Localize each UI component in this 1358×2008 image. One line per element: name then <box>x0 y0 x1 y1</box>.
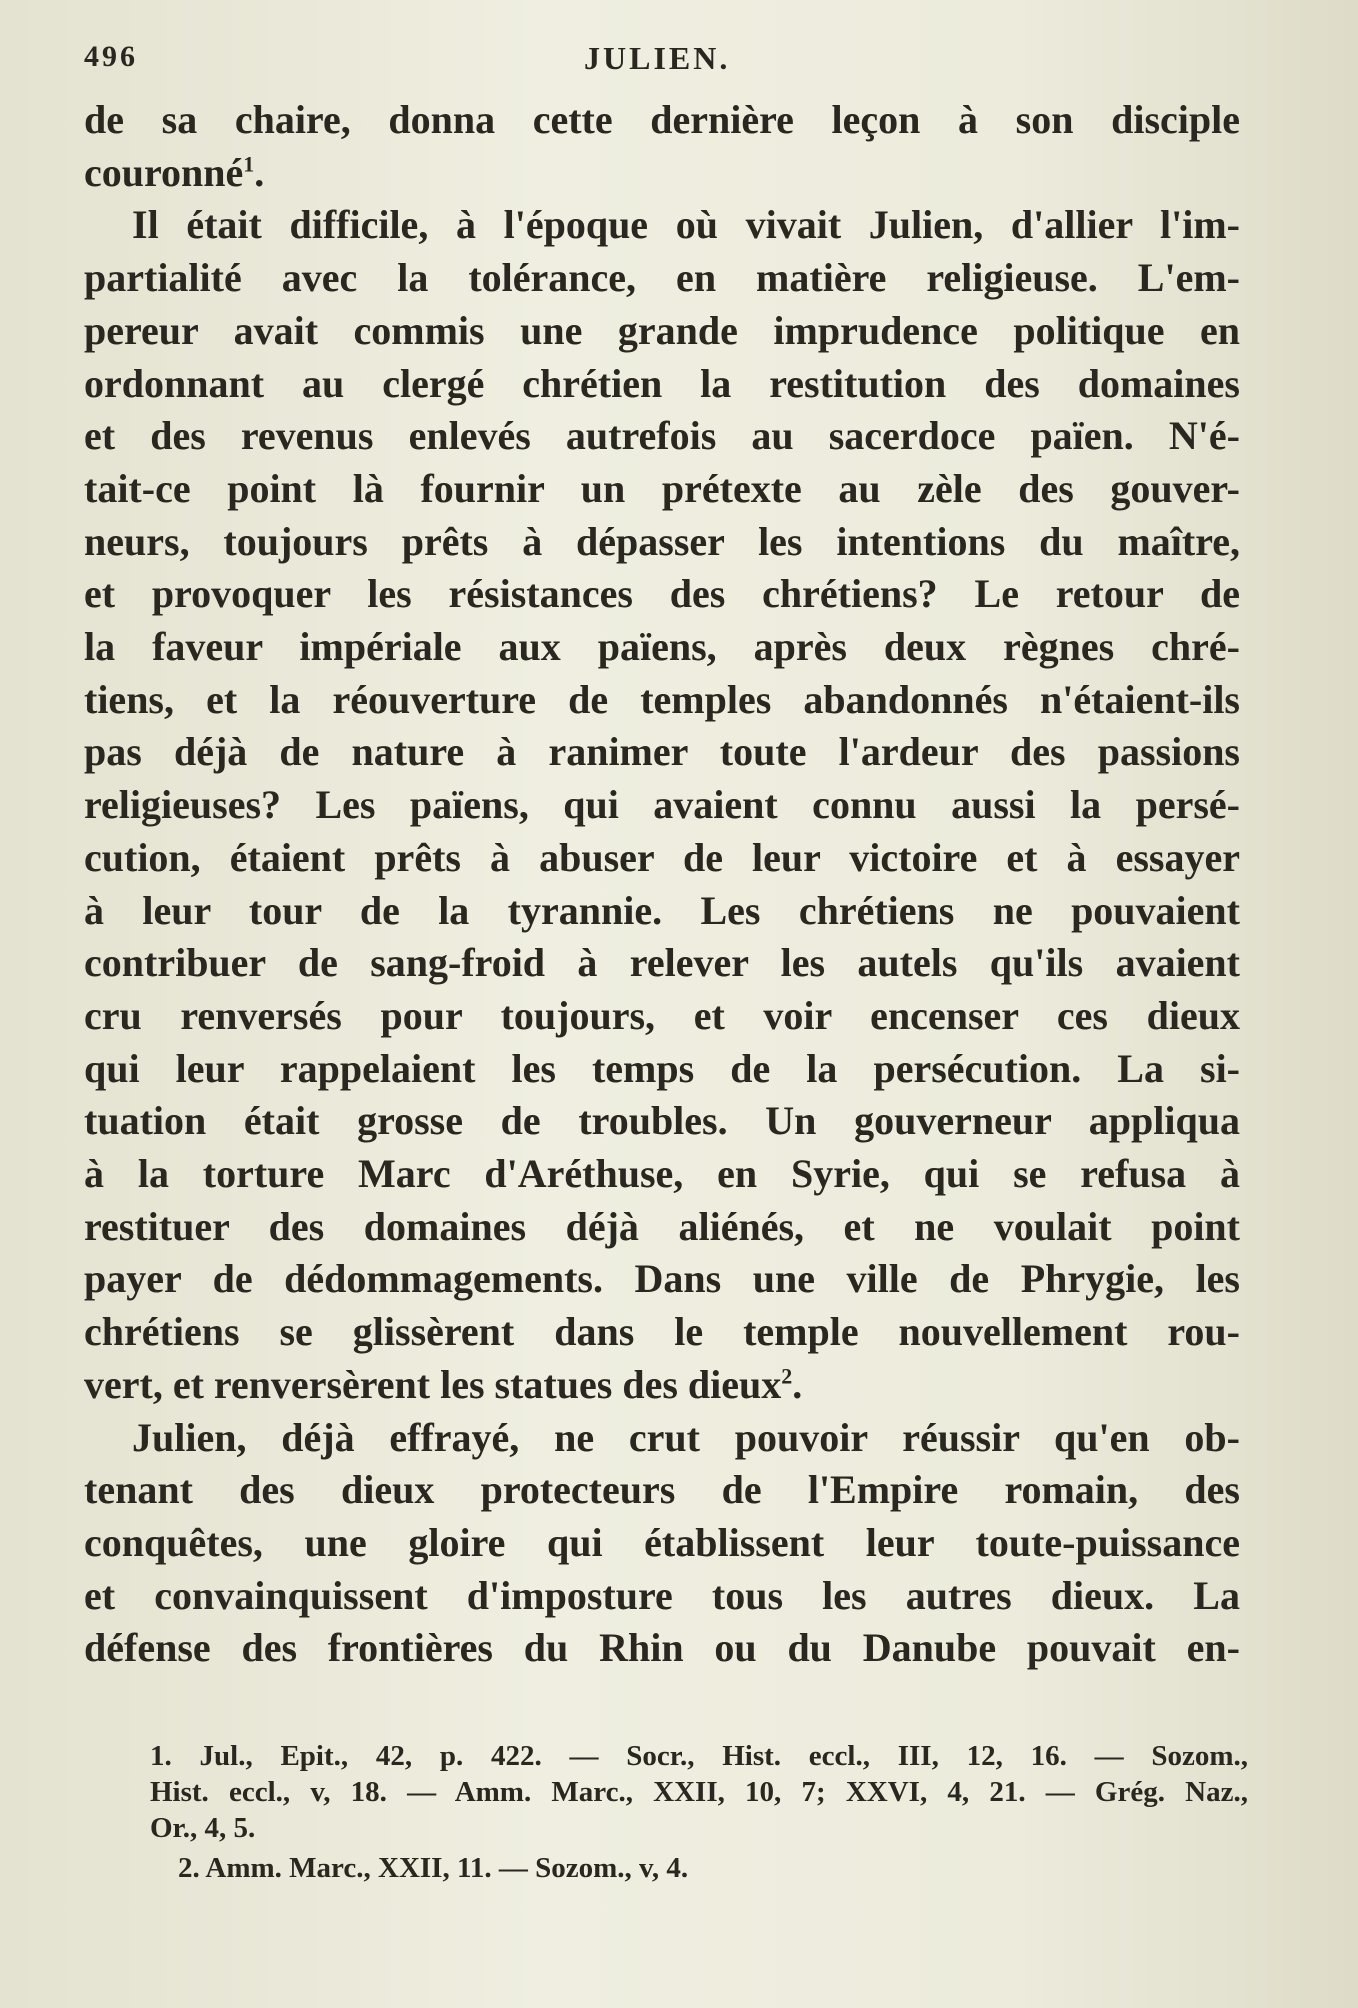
running-title: JULIEN. <box>584 40 731 76</box>
footnote-1-line: Hist. eccl., v, 18. — Amm. Marc., XXII, 10, 7; XXVI, 4, 21. — Grég. Naz., <box>150 1776 1248 1808</box>
text-line: défense des frontières du Rhin ou du Danube pouvait en- <box>84 1625 1240 1671</box>
text-line: neurs, toujours prêts à dépasser les intentions du maître, <box>84 518 1240 564</box>
footnote-ref: 1 <box>243 151 255 177</box>
text-line: contribuer de sang-froid à relever les autels qu'ils avaient <box>84 940 1240 986</box>
text-line: cution, étaient prêts à abuser de leur victoire et à essayer <box>84 834 1240 880</box>
footnotes <box>150 1738 1248 1886</box>
text-line: tiens, et la réouverture de temples abandonnés n'étaient-ils <box>84 676 1240 722</box>
text-line: conquêtes, une gloire qui établissent leur toute-puissance <box>84 1519 1240 1565</box>
text-line: la faveur impériale aux païens, après deux règnes chré- <box>84 624 1240 670</box>
text-line: couronné$^1$. <box>84 149 265 195</box>
footnote-2: 2. Amm. Marc., XXII, 11. — Sozom., v, 4. <box>178 1852 689 1884</box>
paragraph-start-line: Il était difficile, à l'époque où vivait Julien, d'allier l'im- <box>132 202 1240 248</box>
text-line: cru renversés pour toujours, et voir encenser ces dieux <box>84 992 1240 1038</box>
text-line: vert, et renversèrent les statues des dieux$^2$. <box>84 1361 803 1407</box>
text-line: tenant des dieux protecteurs de l'Empire romain, des <box>84 1467 1240 1513</box>
text-line: et convainquissent d'imposture tous les autres dieux. La <box>84 1572 1240 1618</box>
text-line: ordonnant au clergé chrétien la restitution des domaines <box>84 360 1240 406</box>
main-text <box>84 94 1240 1675</box>
text-line: restituer des domaines déjà aliénés, et ne voulait point <box>84 1203 1240 1249</box>
footnote-1-line: Or., 4, 5. <box>150 1812 256 1844</box>
text-line: tait-ce point là fournir un prétexte au zèle des gouver- <box>84 465 1240 511</box>
text-line: pas déjà de nature à ranimer toute l'ardeur des passions <box>84 729 1240 775</box>
text-line: religieuses? Les païens, qui avaient connu aussi la persé- <box>84 782 1240 828</box>
text-line: à la torture Marc d'Aréthuse, en Syrie, qui se refusa à <box>84 1151 1240 1197</box>
footnote-ref: 2 <box>781 1363 793 1389</box>
text-line: de sa chaire, donna cette dernière leçon à son disciple <box>84 97 1240 142</box>
page-number: 496 <box>84 40 138 73</box>
footnote-1-line: 1. Jul., Epit., 42, p. 422. — Socr., Hist. eccl., III, 12, 16. — Sozom., <box>150 1740 1248 1772</box>
text-line: partialité avec la tolérance, en matière religieuse. L'em- <box>84 255 1240 301</box>
page-header <box>84 40 1258 80</box>
text-line: payer de dédommagements. Dans une ville de Phrygie, les <box>84 1256 1240 1302</box>
text-line: qui leur rappelaient les temps de la persécution. La si- <box>84 1045 1240 1091</box>
paragraph-start-line: Julien, déjà effrayé, ne crut pouvoir réussir qu'en ob- <box>132 1414 1240 1460</box>
text-line: pereur avait commis une grande imprudence politique en <box>84 307 1240 353</box>
text-line: et des revenus enlevés autrefois au sacerdoce païen. N'é- <box>84 413 1240 459</box>
text-line: et provoquer les résistances des chrétiens? Le retour de <box>84 571 1240 617</box>
text-line: chrétiens se glissèrent dans le temple nouvellement rou- <box>84 1309 1240 1355</box>
text-line: tuation était grosse de troubles. Un gouverneur appliqua <box>84 1098 1240 1144</box>
text-line: à leur tour de la tyrannie. Les chrétiens ne pouvaient <box>84 887 1240 933</box>
